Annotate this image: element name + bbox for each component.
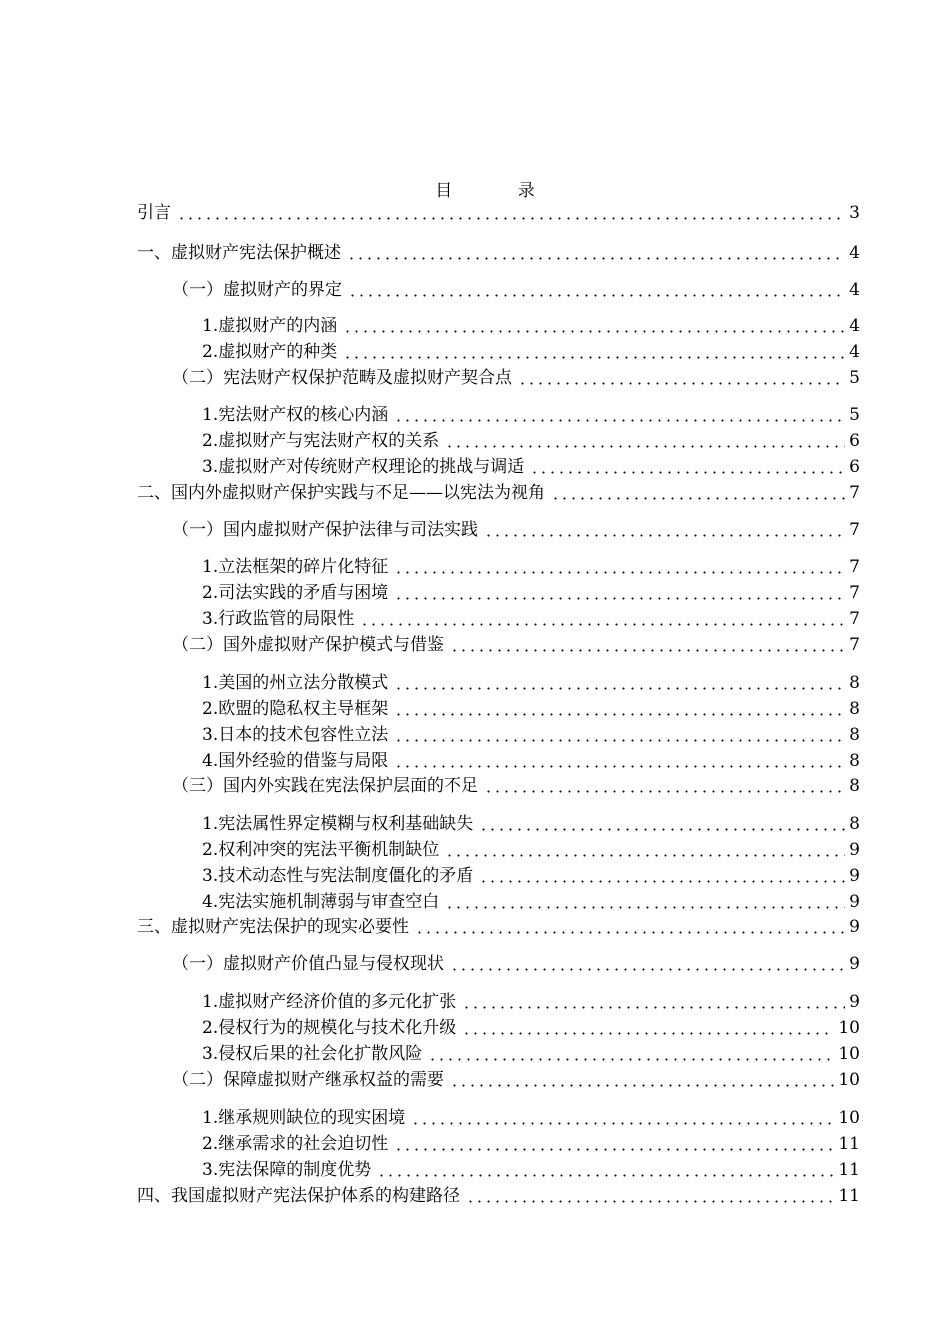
toc-entry[interactable] bbox=[202, 1157, 860, 1183]
toc-entry-label: 3.侵权后果的社会化扩散风险 bbox=[202, 1044, 423, 1064]
dot-leader bbox=[360, 623, 845, 626]
toc-entry-label: 3.行政监管的局限性 bbox=[202, 609, 355, 629]
dot-leader bbox=[445, 906, 845, 909]
toc-entry-label: 二、国内外虚拟财产保护实践与不足——以宪法为视角 bbox=[137, 483, 545, 503]
toc-entry-label: 4.宪法实施机制薄弱与审查空白 bbox=[202, 892, 440, 912]
toc-title: 目 录 bbox=[435, 181, 565, 201]
toc-entry[interactable] bbox=[172, 951, 860, 977]
toc-entry-label: 四、我国虚拟财产宪法保护体系的构建路径 bbox=[137, 1186, 460, 1206]
toc-entry-page: 10 bbox=[838, 1070, 860, 1090]
dot-leader bbox=[484, 790, 845, 793]
dot-leader bbox=[450, 1084, 834, 1087]
toc-entry[interactable] bbox=[202, 1131, 860, 1157]
toc-entry-page: 8 bbox=[849, 725, 860, 745]
toc-entry-page: 6 bbox=[849, 431, 860, 451]
toc-entry-page: 10 bbox=[838, 1044, 860, 1064]
toc-entry-page: 5 bbox=[849, 368, 860, 388]
toc-entry-label: 3.技术动态性与宪法制度僵化的矛盾 bbox=[202, 866, 474, 886]
dot-leader bbox=[343, 330, 845, 333]
toc-entry[interactable] bbox=[202, 606, 860, 632]
toc-entry[interactable] bbox=[137, 480, 860, 506]
toc-entry-page: 11 bbox=[838, 1186, 860, 1206]
toc-entry[interactable] bbox=[202, 722, 860, 748]
toc-entry-label: 2.继承需求的社会迫切性 bbox=[202, 1134, 389, 1154]
toc-entry[interactable] bbox=[172, 277, 860, 303]
toc-entry-label: 2.虚拟财产的种类 bbox=[202, 342, 338, 362]
toc-entry[interactable] bbox=[172, 773, 860, 799]
toc-entry-label: （一）虚拟财产的界定 bbox=[172, 280, 342, 300]
toc-entry[interactable] bbox=[202, 696, 860, 722]
dot-leader bbox=[462, 1032, 834, 1035]
toc-entry-label: 1.虚拟财产经济价值的多元化扩张 bbox=[202, 992, 457, 1012]
dot-leader bbox=[484, 534, 845, 537]
toc-entry-page: 7 bbox=[849, 635, 860, 655]
toc-entry[interactable] bbox=[172, 632, 860, 658]
toc-entry-page: 4 bbox=[849, 280, 860, 300]
toc-entry-label: （三）国内外实践在宪法保护层面的不足 bbox=[172, 776, 478, 796]
toc-entry[interactable] bbox=[202, 889, 860, 915]
dot-leader bbox=[518, 382, 845, 385]
toc-entry[interactable] bbox=[202, 580, 860, 606]
dot-leader bbox=[551, 497, 845, 500]
toc-entry-page: 8 bbox=[849, 673, 860, 693]
toc-entry[interactable] bbox=[202, 339, 860, 365]
toc-entry-label: 1.继承规则缺位的现实困境 bbox=[202, 1108, 406, 1128]
toc-entry-page: 8 bbox=[849, 814, 860, 834]
toc-entry-page: 7 bbox=[849, 557, 860, 577]
dot-leader bbox=[394, 419, 845, 422]
toc-entry[interactable] bbox=[202, 811, 860, 837]
toc-entry-page: 10 bbox=[838, 1108, 860, 1128]
toc-entry-page: 10 bbox=[838, 1018, 860, 1038]
toc-entry[interactable] bbox=[202, 837, 860, 863]
toc-entry-page: 9 bbox=[849, 866, 860, 886]
toc-entry[interactable] bbox=[202, 1105, 860, 1131]
toc-entry-label: 2.侵权行为的规模化与技术化升级 bbox=[202, 1018, 457, 1038]
toc-entry[interactable] bbox=[202, 670, 860, 696]
toc-entry-label: （二）保障虚拟财产继承权益的需要 bbox=[172, 1070, 444, 1090]
toc-entry-page: 8 bbox=[849, 751, 860, 771]
toc-entry-page: 8 bbox=[849, 699, 860, 719]
toc-entry-label: 2.虚拟财产与宪法财产权的关系 bbox=[202, 431, 440, 451]
toc-entry[interactable] bbox=[202, 989, 860, 1015]
toc-entry-label: 1.宪法财产权的核心内涵 bbox=[202, 405, 389, 425]
dot-leader bbox=[450, 968, 845, 971]
toc-entry-label: 3.虚拟财产对传统财产权理论的挑战与调适 bbox=[202, 457, 525, 477]
dot-leader bbox=[348, 294, 845, 297]
toc-entry-label: （二）国外虚拟财产保护模式与借鉴 bbox=[172, 635, 444, 655]
toc-entry-label: （一）国内虚拟财产保护法律与司法实践 bbox=[172, 520, 478, 540]
toc-entry-page: 4 bbox=[849, 316, 860, 336]
toc-entry-page: 7 bbox=[849, 583, 860, 603]
toc-entry-label: 4.国外经验的借鉴与局限 bbox=[202, 751, 389, 771]
dot-leader bbox=[450, 649, 845, 652]
toc-entry-label: 2.欧盟的隐私权主导框架 bbox=[202, 699, 389, 719]
toc-entry-label: 3.宪法保障的制度优势 bbox=[202, 1160, 372, 1180]
toc-entry-page: 3 bbox=[849, 203, 860, 223]
toc-entry-label: 1.宪法属性界定模糊与权利基础缺失 bbox=[202, 814, 474, 834]
toc-entry-label: （一）虚拟财产价值凸显与侵权现状 bbox=[172, 954, 444, 974]
toc-entry-page: 9 bbox=[849, 992, 860, 1012]
toc-entry[interactable] bbox=[202, 402, 860, 428]
toc-entry[interactable] bbox=[202, 428, 860, 454]
toc-entry-label: 2.司法实践的矛盾与困境 bbox=[202, 583, 389, 603]
toc-entry-page: 9 bbox=[849, 954, 860, 974]
dot-leader bbox=[377, 1174, 834, 1177]
toc-entry-page: 9 bbox=[849, 840, 860, 860]
dot-leader bbox=[347, 257, 845, 260]
toc-entry-page: 8 bbox=[849, 776, 860, 796]
toc-entry-page: 9 bbox=[849, 917, 860, 937]
dot-leader bbox=[394, 597, 845, 600]
toc-entry-page: 6 bbox=[849, 457, 860, 477]
dot-leader bbox=[411, 1122, 834, 1125]
dot-leader bbox=[394, 713, 845, 716]
toc-entry[interactable] bbox=[202, 1015, 860, 1041]
dot-leader bbox=[394, 739, 845, 742]
dot-leader bbox=[394, 1148, 834, 1151]
dot-leader bbox=[479, 828, 845, 831]
toc-entry-page: 11 bbox=[838, 1134, 860, 1154]
dot-leader bbox=[428, 1058, 834, 1061]
toc-entry[interactable] bbox=[202, 863, 860, 889]
toc-entry[interactable] bbox=[202, 748, 860, 774]
toc-entry[interactable] bbox=[137, 914, 860, 940]
toc-entry-label: 3.日本的技术包容性立法 bbox=[202, 725, 389, 745]
toc-entry[interactable] bbox=[202, 313, 860, 339]
dot-leader bbox=[394, 687, 845, 690]
toc-entry-page: 11 bbox=[838, 1160, 860, 1180]
toc-entry-label: （二）宪法财产权保护范畴及虚拟财产契合点 bbox=[172, 368, 512, 388]
toc-entry-page: 7 bbox=[849, 483, 860, 503]
dot-leader bbox=[415, 931, 845, 934]
toc-entry-label: 1.美国的州立法分散模式 bbox=[202, 673, 389, 693]
toc-entry-label: 1.虚拟财产的内涵 bbox=[202, 316, 338, 336]
toc-entry-page: 9 bbox=[849, 892, 860, 912]
toc-entry-page: 5 bbox=[849, 405, 860, 425]
toc-entry[interactable] bbox=[202, 1041, 860, 1067]
toc-entry[interactable] bbox=[172, 517, 860, 543]
toc-entry-label: 三、虚拟财产宪法保护的现实必要性 bbox=[137, 917, 409, 937]
toc-entry[interactable] bbox=[202, 454, 860, 480]
toc-entry-page: 7 bbox=[849, 520, 860, 540]
toc-entry-page: 4 bbox=[849, 243, 860, 263]
dot-leader bbox=[466, 1200, 834, 1203]
toc-entry-label: 一、虚拟财产宪法保护概述 bbox=[137, 243, 341, 263]
toc-entry-page: 4 bbox=[849, 342, 860, 362]
toc-entry[interactable] bbox=[137, 200, 860, 226]
toc-entry[interactable] bbox=[172, 365, 860, 391]
dot-leader bbox=[343, 356, 845, 359]
dot-leader bbox=[394, 765, 845, 768]
toc-entry[interactable] bbox=[172, 1067, 860, 1093]
toc-entry[interactable] bbox=[137, 1183, 860, 1209]
toc-entry-page: 7 bbox=[849, 609, 860, 629]
toc-entry-label: 引言 bbox=[137, 203, 171, 223]
dot-leader bbox=[462, 1006, 845, 1009]
toc-entry-label: 2.权利冲突的宪法平衡机制缺位 bbox=[202, 840, 440, 860]
dot-leader bbox=[445, 445, 845, 448]
dot-leader bbox=[445, 854, 845, 857]
toc-entry[interactable] bbox=[137, 240, 860, 266]
dot-leader bbox=[394, 571, 845, 574]
toc-entry[interactable] bbox=[202, 554, 860, 580]
dot-leader bbox=[177, 217, 845, 220]
dot-leader bbox=[530, 471, 845, 474]
toc-entry-label: 1.立法框架的碎片化特征 bbox=[202, 557, 389, 577]
dot-leader bbox=[479, 880, 845, 883]
